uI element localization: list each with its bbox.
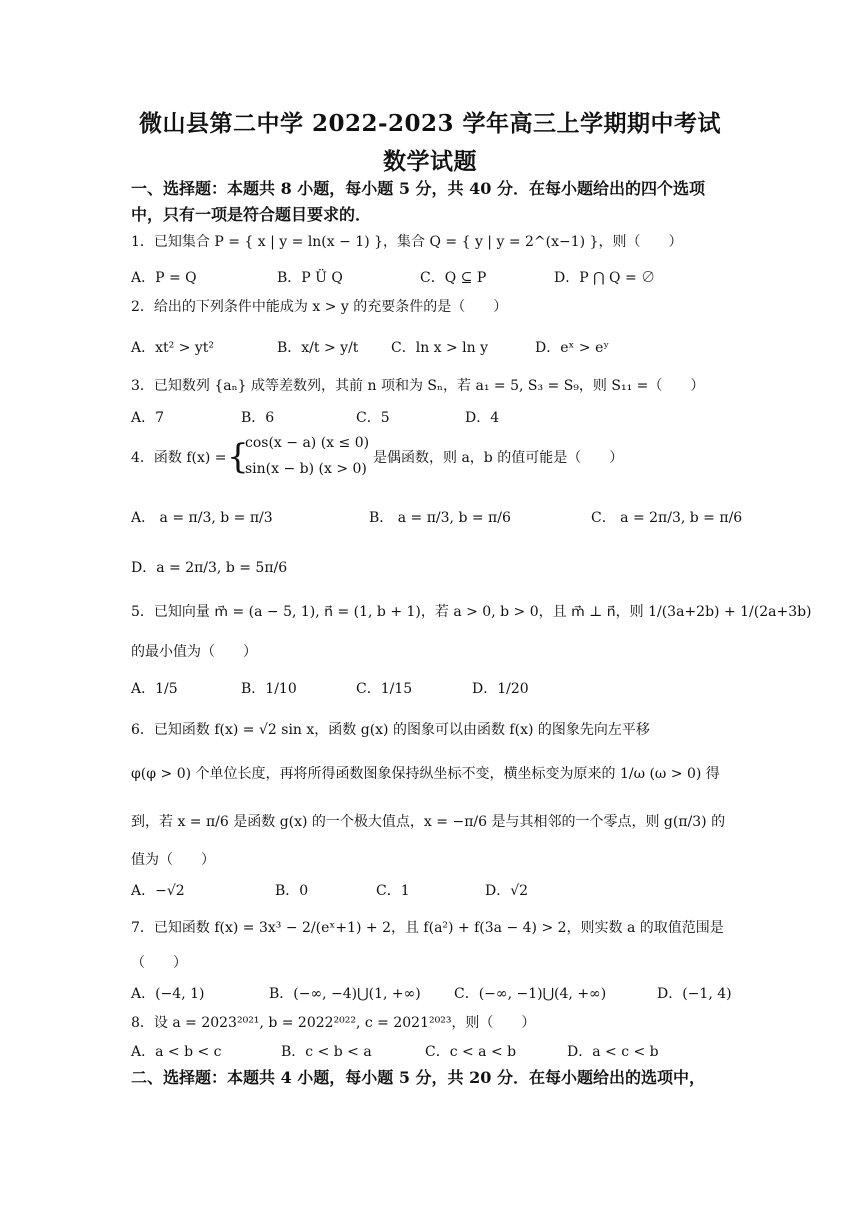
- question-8-options: [131, 1041, 731, 1063]
- q1-option-a: A．P = Q: [131, 270, 197, 286]
- q8-option-d: D．a < c < b: [567, 1044, 659, 1060]
- question-7-line2: （ ）: [131, 955, 187, 971]
- q2-option-c: C．ln x > ln y: [391, 340, 489, 356]
- question-5-stem-continued: 的最小值为（ ）: [131, 644, 257, 660]
- question-3-stem: 3．已知数列 {aₙ} 成等差数列，其前 n 项和为 Sₙ，若 a₁ = 5, S₃ = S₉，则 S₁₁ =（ ）: [131, 378, 705, 394]
- question-4-stem: [131, 433, 731, 485]
- q4-option-b: B． a = π/3, b = π/6: [369, 510, 511, 526]
- q4-option-c: C． a = 2π/3, b = π/6: [591, 510, 743, 526]
- question-2-stem: 2．给出的下列条件中能成为 x > y 的充要条件的是（ ）: [131, 299, 508, 315]
- q4-stem-lead: 4．函数 f(x) =: [131, 450, 227, 466]
- q5-option-a: A．1/5: [131, 681, 178, 697]
- question-8-stem: 8．设 a = 2023²⁰²¹, b = 2022²⁰²², c = 2021²⁰²³，则（ ）: [131, 1015, 536, 1031]
- q8-option-c: C．c < a < b: [425, 1044, 517, 1060]
- q6-option-b: B．0: [275, 883, 309, 899]
- section-1-line2: 中，只有一项是符合题目要求的．: [131, 205, 372, 224]
- q3-option-d: D．4: [465, 410, 500, 426]
- q8-option-b: B．c < b < a: [281, 1044, 372, 1060]
- question-6-line3: 到，若 x = π/6 是函数 g(x) 的一个极大值点，x = −π/6 是与其相邻的一个零点，则 g(π/3) 的: [131, 814, 726, 830]
- q7-option-b: B．(−∞, −4)⋃(1, +∞): [269, 986, 421, 1002]
- q7-option-c: C．(−∞, −1)⋃(4, +∞): [454, 986, 607, 1002]
- q5-option-d: D．1/20: [472, 681, 529, 697]
- section-2-heading: 二、选择题：本题共 4 小题，每小题 5 分，共 20 分．在每小题给出的选项中，: [131, 1068, 705, 1087]
- q7-option-d: D．(−1, 4): [657, 986, 732, 1002]
- question-6-line1: 6．已知函数 f(x) = √2 sin x，函数 g(x) 的图象可以由函数 f(x) 的图象先向左平移: [131, 722, 650, 738]
- question-4-options-row1: [131, 507, 743, 529]
- section-1-heading: [131, 176, 731, 228]
- q6-option-d: D．√2: [485, 883, 529, 899]
- question-6-line4: 值为（ ）: [131, 852, 215, 868]
- q1-option-c: C．Q ⊆ P: [420, 270, 487, 286]
- question-1-stem: 1．已知集合 P = { x | y = ln(x − 1) }，集合 Q = { y | y = 2^(x−1) }，则（ ）: [131, 234, 683, 250]
- q2-option-d: D．eˣ > eʸ: [535, 340, 610, 356]
- question-4-options-row2: [131, 557, 731, 579]
- exam-title: 微山县第二中学 2022-2023 学年高三上学期期中考试: [138, 110, 722, 137]
- question-5-options: [131, 678, 731, 700]
- q7-option-a: A．(−4, 1): [131, 986, 205, 1002]
- question-7-line1: 7．已知函数 f(x) = 3x³ − 2/(eˣ+1) + 2，且 f(a²) + f(3a − 4) > 2，则实数 a 的取值范围是: [131, 920, 724, 936]
- q4-option-d: D．a = 2π/3, b = 5π/6: [131, 560, 288, 576]
- section-1-line1: 一、选择题：本题共 8 小题，每小题 5 分，共 40 分．在每小题给出的四个选项: [131, 179, 705, 198]
- question-5-stem: 5．已知向量 m⃗ = (a − 5, 1), n⃗ = (1, b + 1)，若 a > 0, b > 0，且 m⃗ ⊥ n⃗，则 1/(3a+2b) + 1/(2a+3b): [131, 604, 812, 620]
- q3-option-c: C．5: [356, 410, 390, 426]
- question-3-options: [131, 407, 731, 429]
- q3-option-a: A．7: [131, 410, 165, 426]
- q6-option-c: C．1: [376, 883, 410, 899]
- question-6-options: [131, 880, 731, 902]
- q4-case-1: cos(x − a) (x ≤ 0): [245, 435, 370, 451]
- q1-option-b: B．P Ü Q: [277, 270, 343, 286]
- question-7-options: [131, 983, 731, 1005]
- q1-option-d: D．P ⋂ Q = ∅: [554, 270, 656, 286]
- q5-option-c: C．1/15: [356, 681, 413, 697]
- q4-option-a: A． a = π/3, b = π/3: [131, 510, 273, 526]
- question-2-options: [131, 337, 731, 359]
- q3-option-b: B．6: [241, 410, 275, 426]
- q4-stem-tail: 是偶函数，则 a，b 的值可能是（ ）: [373, 450, 624, 466]
- question-6-line2: φ(φ > 0) 个单位长度，再将所得函数图象保持纵坐标不变，横坐标变为原来的 1/ω (ω > 0) 得: [131, 766, 720, 782]
- q6-option-a: A．−√2: [131, 883, 185, 899]
- q4-brace: {: [227, 437, 249, 477]
- question-1-options: [131, 267, 731, 289]
- q2-option-b: B．x/t > y/t: [277, 340, 359, 356]
- q4-case-2: sin(x − b) (x > 0): [245, 461, 367, 477]
- q5-option-b: B．1/10: [241, 681, 297, 697]
- exam-subtitle: 数学试题: [383, 148, 477, 175]
- q8-option-a: A．a < b < c: [131, 1044, 222, 1060]
- q2-option-a: A．xt² > yt²: [131, 340, 215, 356]
